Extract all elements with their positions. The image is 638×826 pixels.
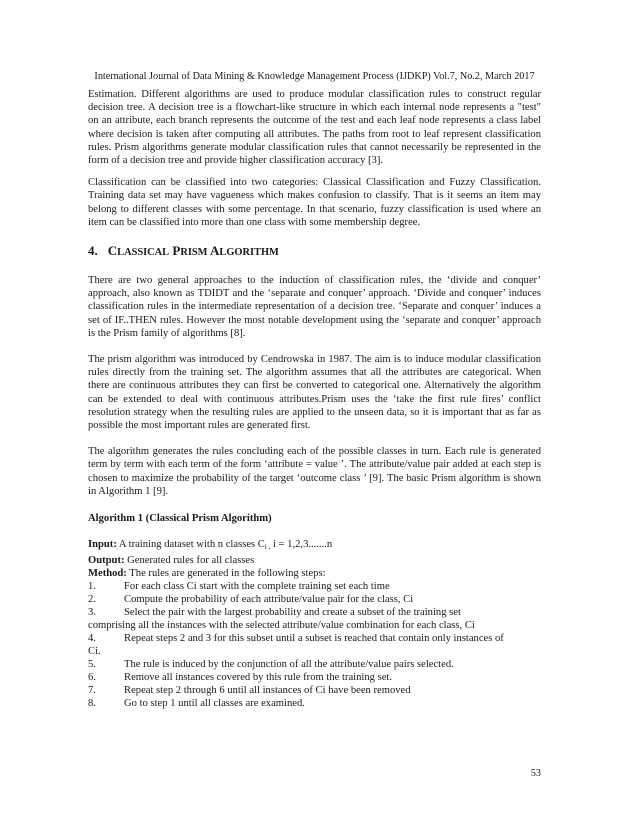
paragraph-prism-intro: The prism algorithm was introduced by Cendrowska in 1987. The aim is to induce modular classification rules directly from the training set. The algorithm assumes that all the attributes are categorical. When there are continuous attributes they can first be converted to categorical one. Alternatively the algorithm can be extended to deal with continuous attributes.Prism uses the ‘take the first rule fires’ conflict resolution strategy when the resulting rules are applied to the unseen data, so it is important that as far as possible the most important rules are generated first.	[88, 354, 541, 432]
algorithm-step-continuation: Ci.	[88, 646, 101, 658]
page-number: 53	[530, 768, 541, 779]
paragraph-estimation: Estimation. Different algorithms are used to produce modular classification rules to construct regular decision tree. A decision tree is a flowchart-like structure in which each internal node represents a "test" on an attribute, each branch represents the outcome of the test and each leaf node represents a class label where decision is taken after computing all attributes. The paths from root to leaf represent classification rules. Prism algorithms generate modular classification rules that cannot necessarily be represented in the form of a decision tree and provide higher classification accuracy [3].	[88, 89, 541, 167]
algorithm-step: 2. Compute the probability of each attribute/value pair for the class, Ci	[88, 594, 414, 606]
paragraph-rule-generation: The algorithm generates the rules concluding each of the possible classes in turn. Each rule is generated term by term with each term of the form ‘attribute = value ’. The attribute/value pair added at each step is chosen to maximize the probability of the target ‘outcome class ’ [9]. The basic Prism algorithm is shown in Algorithm 1 [9].	[88, 446, 541, 497]
algorithm-step: 4. Repeat steps 2 and 3 for this subset until a subset is reached that contain only instances of	[88, 633, 504, 645]
algorithm-step: 6. Remove all instances covered by this rule from the training set.	[88, 672, 393, 684]
algorithm-output: Output: Generated rules for all classes	[88, 555, 255, 567]
paragraph-approaches: There are two general approaches to the induction of classification rules, the ‘divide and conquer’ approach, also known as TDIDT and the ‘separate and conquer’ approach. ‘Divide and conquer’ induces classification rules in the intermediate representation of a decision tree. ‘Separate and conquer’ induces a set of IF..THEN rules. However the most notable development using the ‘separate and conquer’ approach is the Prism family of algorithms [8].	[88, 275, 541, 339]
paragraph-classification: Classification can be classified into two categories: Classical Classification and Fuzzy Classification. Training data set may have vagueness which makes confusion to classify. That is it seems an item may belong to different classes with some percentage. In that scenario, fuzzy classification is used where an item can be classified into more than one class with some membership degree.	[88, 177, 541, 228]
algorithm-step: 7. Repeat step 2 through 6 until all instances of Ci have been removed	[88, 685, 411, 697]
running-header: International Journal of Data Mining & Knowledge Management Process (IJDKP) Vol.7, No.2, March 2017	[94, 71, 535, 82]
algorithm-step: 1. For each class Ci start with the complete training set each time	[88, 581, 390, 593]
section-number: 4.	[88, 243, 98, 259]
algorithm-input: Input: A training dataset with n classes $C_{i ,}$ i = 1,2,3.......n	[88, 539, 333, 552]
section-heading: 4. CLASSICAL PRISM ALGORITHM	[88, 243, 279, 259]
algorithm-step: 8. Go to step 1 until all classes are examined.	[88, 698, 305, 710]
algorithm-step-continuation: comprising all the instances with the selected attribute/value combination for each class, Ci	[88, 620, 475, 632]
algorithm-block	[88, 538, 541, 710]
algorithm-step: 3. Select the pair with the largest probability and create a subset of the training set	[88, 607, 461, 619]
algorithm-method: Method: The rules are generated in the following steps:	[88, 568, 326, 580]
algorithm-title: Algorithm 1 (Classical Prism Algorithm)	[88, 513, 272, 525]
body-text	[88, 88, 541, 710]
algorithm-step: 5. The rule is induced by the conjunction of all the attribute/value pairs selected.	[88, 659, 454, 671]
